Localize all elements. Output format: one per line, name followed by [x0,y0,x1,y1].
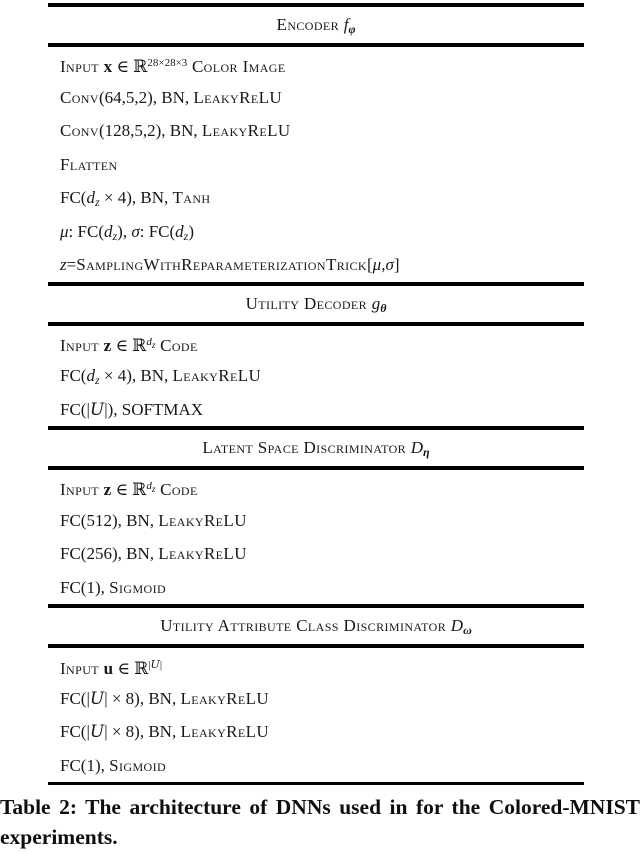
text-segment: Sigmoid [109,577,167,597]
text-segment: FC(| [60,722,90,741]
text-segment: ∈ ℝ [111,335,147,355]
table-row-encoder-7 [48,248,584,282]
text-segment: : FC( [68,221,104,241]
text-segment: z [151,339,156,350]
text-segment: d [146,335,152,348]
text-segment: z [94,373,100,387]
text-segment: Utility Decoder [245,293,372,313]
table-row-latent-space-discriminator-3 [48,537,584,571]
text-segment: LeakyReLU [193,87,283,107]
table-row-latent-space-discriminator-2 [48,504,584,538]
text-segment: FC( [60,366,87,385]
text-segment: [ [367,255,373,274]
text-segment: SamplingWithReparameterizationTrick [76,255,367,274]
text-segment: Code [155,335,198,355]
text-segment: ∈ ℝ [111,480,147,499]
table-row-utility-attribute-class-discriminator-2 [48,682,584,716]
table-row-latent-space-discriminator-1 [48,470,584,504]
text-segment: FC(| [60,399,90,419]
text-segment: Input [60,57,104,76]
section-header-encoder [48,7,584,43]
text-segment: FC( [60,188,87,207]
text-segment: σ [131,221,140,241]
text-segment: φ [348,22,356,36]
table-caption-text: Table 2: The architecture of DNNs used in for the Colored-MNIST experiments. [0,795,640,849]
text-segment: U [89,722,105,742]
text-segment: Color Image [187,57,286,76]
text-segment: LeakyReLU [180,688,270,708]
text-segment: Input [60,480,104,499]
text-segment: Input [60,335,104,355]
text-segment: (64,5,2), BN, [98,87,194,107]
table-row-encoder-4 [48,148,584,182]
text-segment: LeakyReLU [180,722,270,741]
text-segment: θ [380,300,387,315]
text-segment: d [146,480,152,492]
text-segment: Sigmoid [109,755,167,775]
text-segment: d [86,188,95,207]
text-segment: z [103,335,112,355]
section-header-latent-space-discriminator [48,430,584,466]
text-segment: LeakyReLU [201,121,291,140]
text-segment: U [89,688,105,709]
text-segment: |), SOFTMAX [104,399,203,419]
text-segment: Latent Space Discriminator [202,438,411,457]
text-segment: g [371,293,381,313]
text-segment: Input [60,659,104,678]
table-row-utility-attribute-class-discriminator-4 [48,749,584,783]
text-segment: ω [463,623,472,637]
text-segment: LeakyReLU [158,544,247,563]
table-row-encoder-3 [48,114,584,148]
table-row-encoder-1 [48,47,584,81]
table-row-utility-decoder-3 [48,393,584,427]
text-segment: U [89,399,105,420]
text-segment: × 4), BN, [99,366,173,385]
text-segment: z [94,195,100,209]
table-row-utility-attribute-class-discriminator-3 [48,715,584,749]
text-segment: U [150,658,160,671]
text-segment: Encoder [276,15,344,34]
text-segment: FC(1), [60,755,110,775]
text-segment: Conv [60,87,99,107]
text-segment: μ [60,221,69,241]
text-segment: ∈ ℝ [113,659,149,678]
text-segment: z [103,480,112,499]
text-segment: z [183,228,189,243]
text-segment: LeakyReLU [158,510,247,530]
text-segment: Flatten [60,154,118,174]
table-caption [0,793,640,852]
text-segment: FC(| [60,688,90,708]
text-segment: 28×28×3 [147,57,188,69]
text-segment: u [103,659,114,678]
text-segment: | × 8), BN, [104,688,181,708]
bottom-rule [48,782,584,785]
table-row-utility-decoder-1 [48,326,584,360]
section-header-utility-attribute-class-discriminator [48,608,584,644]
text-segment: D [450,616,464,635]
text-segment: d [175,221,184,241]
text-segment: ] [393,255,400,274]
text-segment: Tanh [172,188,211,207]
text-segment: FC(1), [60,577,110,597]
text-segment: D [410,438,424,457]
text-segment: μ,σ [372,255,394,274]
architecture-table [48,3,584,785]
text-segment: x [103,57,113,76]
text-segment: f [343,15,349,34]
text-segment: LeakyReLU [172,366,262,385]
table-row-utility-attribute-class-discriminator-1 [48,648,584,682]
text-segment: | [148,659,151,671]
text-segment: Utility Attribute Class Discriminator [160,616,451,635]
table-row-encoder-5 [48,181,584,215]
text-segment: = [66,255,77,274]
text-segment: Code [155,480,198,499]
table-row-encoder-6 [48,215,584,249]
table-row-utility-decoder-2 [48,359,584,393]
text-segment: z [151,484,156,494]
text-segment: : FC( [139,221,176,241]
table-row-latent-space-discriminator-4 [48,571,584,605]
table-row-encoder-2 [48,81,584,115]
text-segment: FC(512), BN, [60,510,159,530]
text-segment: z [112,228,118,243]
text-segment: Conv [60,121,99,140]
text-segment: ) [188,221,194,241]
text-segment: z [60,255,67,274]
text-segment: | [159,659,163,671]
text-segment: d [103,221,113,241]
section-header-utility-decoder [48,286,584,322]
text-segment: η [423,445,430,459]
text-segment: | × 8), BN, [104,722,181,741]
text-segment: (128,5,2), BN, [98,121,202,140]
text-segment: FC(256), BN, [60,544,159,563]
text-segment: d [86,366,95,385]
text-segment: × 4), BN, [99,188,173,207]
text-segment: ), [117,221,132,241]
text-segment: ∈ ℝ [112,57,148,76]
